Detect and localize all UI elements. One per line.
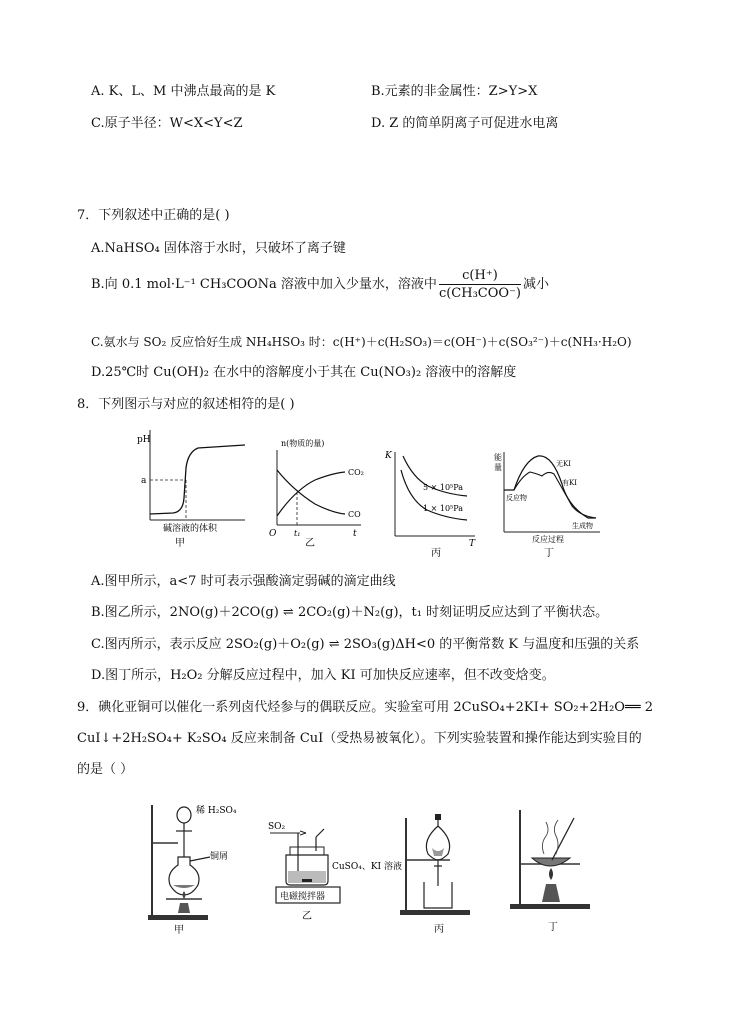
q8-ding-product-label: 生成物 xyxy=(572,522,593,530)
q9-ding-evaporating-dish xyxy=(532,858,570,866)
q8-bing-label-1e5: 1 × 10⁵Pa xyxy=(423,504,464,513)
q6-option-b: B.元素的非金属性：Z>Y>X xyxy=(371,84,538,99)
q8-yi-co-curve xyxy=(277,470,345,514)
q9-ding-caption: 丁 xyxy=(548,922,558,933)
q9-jia-copper-label: 铜屑 xyxy=(210,852,229,862)
q9-apparatus-ding xyxy=(504,800,599,940)
q9-jia-caption: 甲 xyxy=(174,925,184,936)
q9-line-2: CuI↓+2H₂SO₄+ K₂SO₄ 反应来制备 CuI（受热易被氧化）。下列实验装置和操作能达到实验目的 xyxy=(77,731,642,746)
q9-apparatus-bing xyxy=(396,800,486,940)
q8-bing-xlabel: T xyxy=(469,539,476,549)
q8-yi-co-label: CO xyxy=(348,510,361,519)
q7-option-b xyxy=(91,268,549,301)
q7-option-d: D.25℃时 Cu(OH)₂ 在水中的溶解度小于其在 Cu(NO₃)₂ 溶液中的溶解度 xyxy=(91,365,517,380)
q8-yi-t1: t₁ xyxy=(294,529,301,538)
q8-figure-jia xyxy=(133,428,248,548)
q7-stem: 7．下列叙述中正确的是( ) xyxy=(77,208,230,223)
q8-yi-caption: 乙 xyxy=(305,538,315,548)
q8-jia-titration-curve xyxy=(150,445,245,514)
q9-apparatus-yi xyxy=(262,815,412,940)
q8-figure-ding xyxy=(492,448,607,560)
q9-yi-solution-label: CuSO₄、KI 溶液 xyxy=(332,862,402,872)
q8-option-d: D.图丁所示，H₂O₂ 分解反应过程中，加入 KI 可加快反应速率，但不改变焓变。 xyxy=(91,668,555,683)
q8-jia-caption: 甲 xyxy=(175,538,185,548)
q9-jia-round-flask xyxy=(169,857,199,895)
q7-option-b-suffix: 减小 xyxy=(522,277,549,292)
q9-bing-stand-base xyxy=(400,910,470,915)
q9-jia-acid-label: 稀 H₂SO₄ xyxy=(196,806,237,816)
q8-ding-curve-no-ki xyxy=(504,456,596,518)
q8-stem: 8．下列图示与对应的叙述相符的是( ) xyxy=(77,397,295,412)
q7-option-b-prefix: B.向 0.1 mol·L⁻¹ CH₃COONa 溶液中加入少量水，溶液中 xyxy=(91,277,437,292)
q9-line-3: 的是（ ） xyxy=(77,762,134,777)
q9-line-1: 9．碘化亚铜可以催化一系列卤代烃参与的偶联反应。实验室可用 2CuSO₄+2KI+ SO₂+2H₂O══ 2 xyxy=(77,700,654,715)
q8-figure-bing xyxy=(383,448,483,560)
q8-yi-co2-curve xyxy=(277,472,345,516)
q7-option-a: A.NaHSO₄ 固体溶于水时，只破坏了离子键 xyxy=(91,241,346,256)
q8-jia-a-label: a xyxy=(141,476,147,486)
q8-bing-caption: 丙 xyxy=(431,548,441,559)
q7-option-c: C.氨水与 SO₂ 反应恰好生成 NH₄HSO₃ 时：c(H⁺)＋c(H₂SO₃)＝c(OH⁻)＋c(SO₃²⁻)＋c(NH₃·H₂O) xyxy=(91,335,632,349)
q6-option-c: C.原子半径：W<X<Y<Z xyxy=(91,116,243,131)
q8-bing-label-5e5: 5 × 10⁵Pa xyxy=(423,483,464,492)
q8-bing-ylabel: K xyxy=(385,451,392,461)
q7-option-b-denominator: c(CH₃COO⁻) xyxy=(438,286,521,301)
q8-ding-xlabel: 反应过程 xyxy=(532,535,564,544)
q9-jia-stand-base xyxy=(148,915,208,920)
q8-ding-caption: 丁 xyxy=(544,548,554,559)
q8-ding-ylabel-2: 量 xyxy=(494,463,502,472)
q9-yi-stirrer-label: 电磁搅拌器 xyxy=(280,892,326,902)
q8-yi-ylabel: n(物质的量) xyxy=(281,439,325,448)
q8-ding-no-ki-label: 无KI xyxy=(556,460,571,468)
q8-ding-ylabel-1: 能 xyxy=(494,453,502,462)
q9-yi-caption: 乙 xyxy=(302,911,312,922)
q9-bing-caption: 丙 xyxy=(434,924,444,935)
q6-option-d: D. Z 的简单阴离子可促进水电离 xyxy=(371,116,559,131)
q9-ding-steam xyxy=(542,822,548,854)
q8-yi-t: t xyxy=(353,529,357,539)
q8-option-b: B.图乙所示，2NO(g)＋2CO(g) ⇌ 2CO₂(g)＋N₂(g)，t₁ 时刻证明反应达到了平衡状态。 xyxy=(91,605,609,620)
q8-jia-xlabel: 碱溶液的体积 xyxy=(163,524,218,534)
q9-ding-stand-base xyxy=(510,904,590,909)
q9-yi-stir-bar xyxy=(302,879,312,882)
q8-jia-ylabel: pH xyxy=(137,435,151,445)
q9-yi-gas-label: SO₂ xyxy=(268,822,286,832)
q8-figure-yi xyxy=(265,428,375,548)
q7-option-b-fraction xyxy=(439,268,521,301)
q9-jia-dropping-funnel xyxy=(177,807,191,823)
q8-option-a: A.图甲所示，a<7 时可表示强酸滴定弱碱的滴定曲线 xyxy=(91,574,396,589)
q7-option-b-numerator: c(H⁺) xyxy=(439,268,521,285)
q9-ding-burner xyxy=(542,884,560,902)
q9-jia-burner xyxy=(178,903,190,913)
q8-yi-origin: O xyxy=(269,529,277,539)
q8-ding-reactant-label: 反应物 xyxy=(506,494,527,502)
q8-option-c: C.图丙所示，表示反应 2SO₂(g)＋O₂(g) ⇌ 2SO₃(g)ΔH<0 的平衡常数 K 与温度和压强的关系 xyxy=(91,637,640,652)
q9-apparatus-jia xyxy=(140,795,250,940)
q8-yi-co2-label: CO₂ xyxy=(348,468,364,477)
q6-option-a: A. K、L、M 中沸点最高的是 K xyxy=(91,84,276,99)
q8-ding-with-ki-label: 有KI xyxy=(562,479,577,487)
